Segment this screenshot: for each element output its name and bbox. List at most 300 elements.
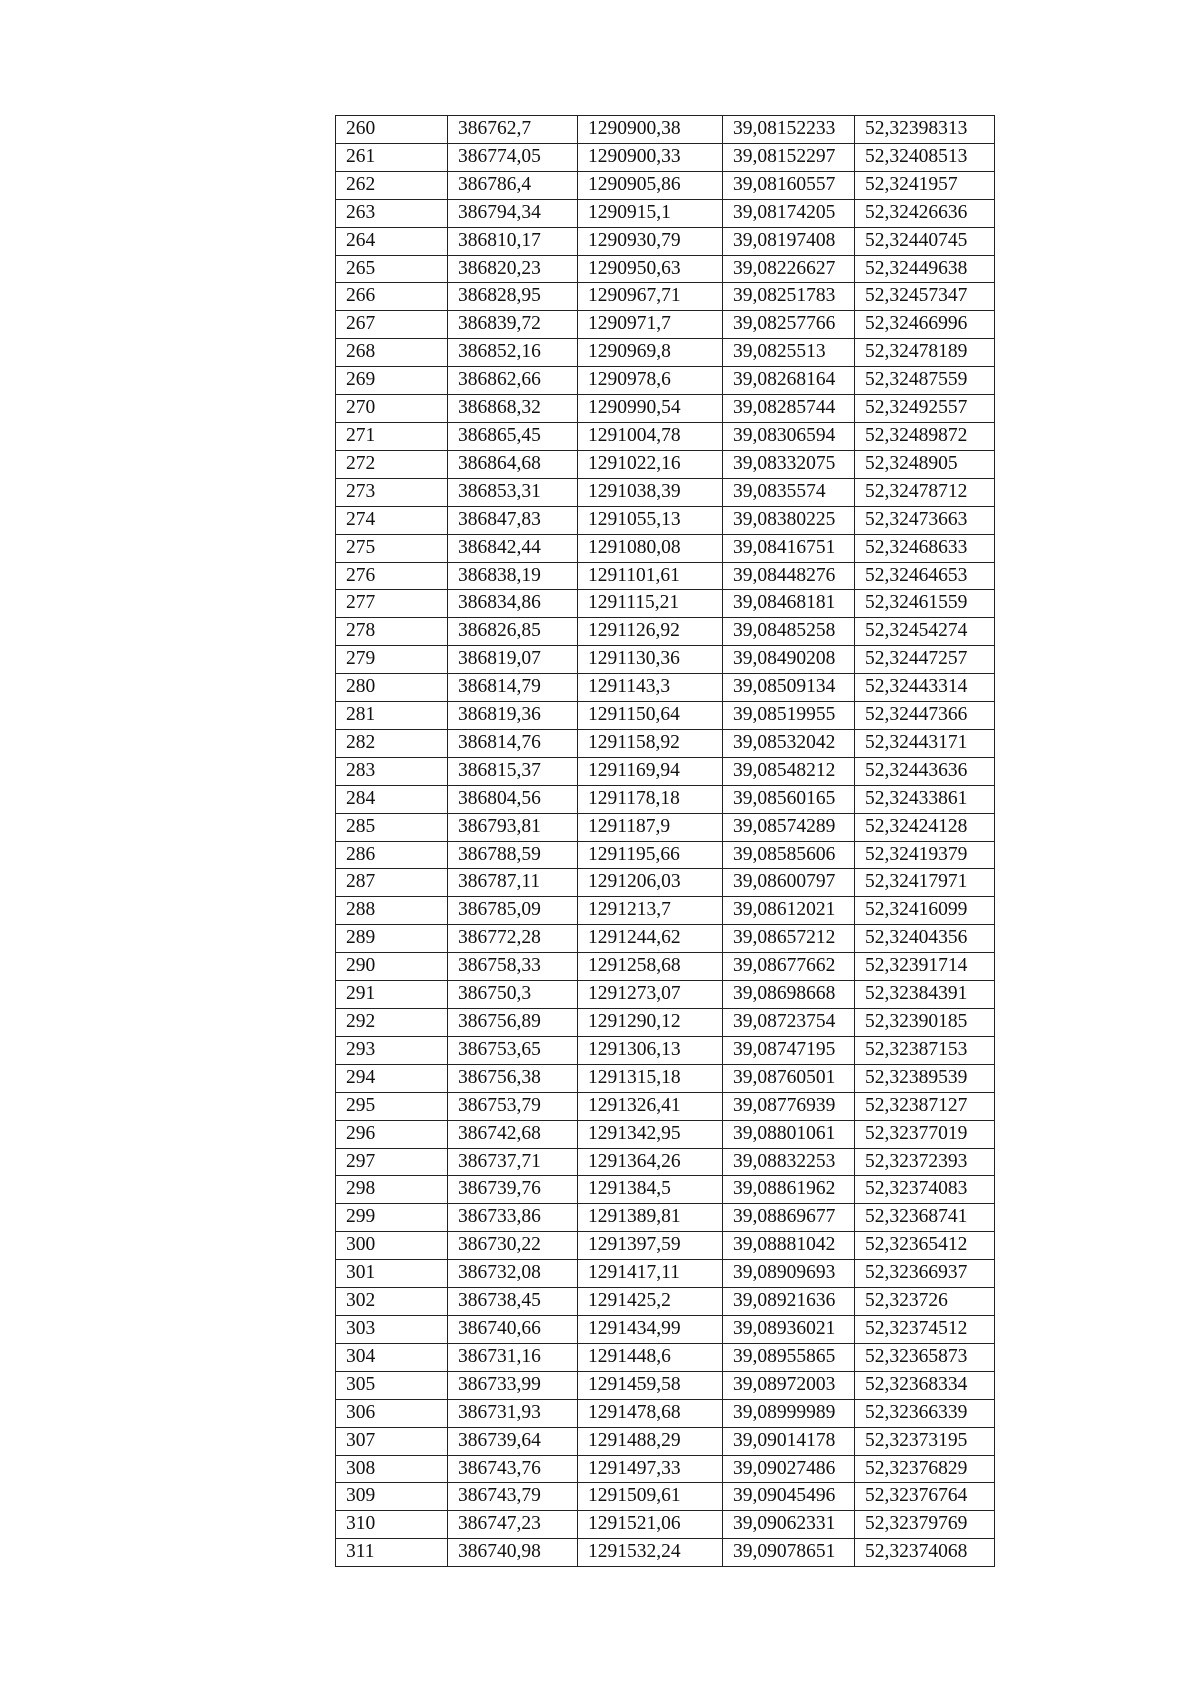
table-row [336,1288,995,1316]
longitude-cell: 39,09062331 [723,1511,855,1539]
longitude-cell: 39,08174205 [723,199,855,227]
longitude-cell: 39,08490208 [723,646,855,674]
latitude-cell: 52,32447366 [855,702,995,730]
table-row [336,562,995,590]
longitude-cell: 39,08574289 [723,813,855,841]
longitude-cell: 39,08747195 [723,1036,855,1064]
y-coordinate-cell: 1291101,61 [578,562,723,590]
longitude-cell: 39,08226627 [723,255,855,283]
x-coordinate-cell: 386787,11 [448,869,578,897]
x-coordinate-cell: 386738,45 [448,1288,578,1316]
point-number-cell: 281 [336,702,448,730]
point-number-cell: 311 [336,1539,448,1567]
point-number-cell: 292 [336,1009,448,1037]
x-coordinate-cell: 386753,65 [448,1036,578,1064]
longitude-cell: 39,08612021 [723,897,855,925]
longitude-cell: 39,08197408 [723,227,855,255]
y-coordinate-cell: 1290900,38 [578,116,723,144]
table-row [336,227,995,255]
table-row [336,1009,995,1037]
table-row [336,1036,995,1064]
table-row [336,1483,995,1511]
table-row [336,255,995,283]
point-number-cell: 298 [336,1176,448,1204]
longitude-cell: 39,08532042 [723,729,855,757]
table-row [336,1092,995,1120]
point-number-cell: 295 [336,1092,448,1120]
y-coordinate-cell: 1290978,6 [578,367,723,395]
y-coordinate-cell: 1291244,62 [578,925,723,953]
latitude-cell: 52,3241957 [855,171,995,199]
longitude-cell: 39,08585606 [723,841,855,869]
latitude-cell: 52,32368741 [855,1204,995,1232]
point-number-cell: 282 [336,729,448,757]
table-row [336,339,995,367]
y-coordinate-cell: 1291509,61 [578,1483,723,1511]
latitude-cell: 52,32447257 [855,646,995,674]
table-row [336,199,995,227]
y-coordinate-cell: 1291195,66 [578,841,723,869]
y-coordinate-cell: 1291397,59 [578,1232,723,1260]
longitude-cell: 39,08468181 [723,590,855,618]
latitude-cell: 52,32376764 [855,1483,995,1511]
table-row [336,1315,995,1343]
longitude-cell: 39,08760501 [723,1064,855,1092]
latitude-cell: 52,32387153 [855,1036,995,1064]
x-coordinate-cell: 386756,38 [448,1064,578,1092]
table-row [336,478,995,506]
longitude-cell: 39,08801061 [723,1120,855,1148]
y-coordinate-cell: 1291459,58 [578,1371,723,1399]
latitude-cell: 52,32376829 [855,1455,995,1483]
x-coordinate-cell: 386740,66 [448,1315,578,1343]
latitude-cell: 52,3248905 [855,450,995,478]
x-coordinate-cell: 386739,76 [448,1176,578,1204]
point-number-cell: 289 [336,925,448,953]
y-coordinate-cell: 1291273,07 [578,981,723,1009]
x-coordinate-cell: 386847,83 [448,506,578,534]
longitude-cell: 39,08955865 [723,1343,855,1371]
y-coordinate-cell: 1291158,92 [578,729,723,757]
point-number-cell: 266 [336,283,448,311]
y-coordinate-cell: 1290969,8 [578,339,723,367]
x-coordinate-cell: 386853,31 [448,478,578,506]
point-number-cell: 294 [336,1064,448,1092]
table-row [336,171,995,199]
point-number-cell: 273 [336,478,448,506]
x-coordinate-cell: 386785,09 [448,897,578,925]
longitude-cell: 39,09014178 [723,1427,855,1455]
longitude-cell: 39,08909693 [723,1260,855,1288]
table-row [336,311,995,339]
table-row [336,1204,995,1232]
y-coordinate-cell: 1291150,64 [578,702,723,730]
point-number-cell: 276 [336,562,448,590]
longitude-cell: 39,0835574 [723,478,855,506]
latitude-cell: 52,32373195 [855,1427,995,1455]
x-coordinate-cell: 386731,16 [448,1343,578,1371]
coordinates-table-body [336,116,995,1567]
table-row [336,1120,995,1148]
latitude-cell: 52,32466996 [855,311,995,339]
y-coordinate-cell: 1291521,06 [578,1511,723,1539]
coordinates-table [335,115,995,1567]
y-coordinate-cell: 1290967,71 [578,283,723,311]
x-coordinate-cell: 386731,93 [448,1399,578,1427]
x-coordinate-cell: 386820,23 [448,255,578,283]
table-row [336,1539,995,1567]
point-number-cell: 308 [336,1455,448,1483]
y-coordinate-cell: 1291417,11 [578,1260,723,1288]
table-row [336,981,995,1009]
latitude-cell: 52,32487559 [855,367,995,395]
point-number-cell: 283 [336,757,448,785]
y-coordinate-cell: 1291315,18 [578,1064,723,1092]
point-number-cell: 274 [336,506,448,534]
latitude-cell: 52,32365412 [855,1232,995,1260]
latitude-cell: 52,32384391 [855,981,995,1009]
longitude-cell: 39,08268164 [723,367,855,395]
y-coordinate-cell: 1290900,33 [578,143,723,171]
y-coordinate-cell: 1291115,21 [578,590,723,618]
y-coordinate-cell: 1291022,16 [578,450,723,478]
x-coordinate-cell: 386739,64 [448,1427,578,1455]
longitude-cell: 39,08448276 [723,562,855,590]
x-coordinate-cell: 386737,71 [448,1148,578,1176]
y-coordinate-cell: 1291004,78 [578,422,723,450]
x-coordinate-cell: 386865,45 [448,422,578,450]
point-number-cell: 293 [336,1036,448,1064]
x-coordinate-cell: 386740,98 [448,1539,578,1567]
table-row [336,757,995,785]
x-coordinate-cell: 386794,34 [448,199,578,227]
x-coordinate-cell: 386793,81 [448,813,578,841]
latitude-cell: 52,323726 [855,1288,995,1316]
point-number-cell: 304 [336,1343,448,1371]
x-coordinate-cell: 386815,37 [448,757,578,785]
point-number-cell: 272 [336,450,448,478]
y-coordinate-cell: 1291326,41 [578,1092,723,1120]
point-number-cell: 309 [336,1483,448,1511]
table-row [336,813,995,841]
point-number-cell: 303 [336,1315,448,1343]
point-number-cell: 287 [336,869,448,897]
latitude-cell: 52,32398313 [855,116,995,144]
table-row [336,283,995,311]
table-row [336,590,995,618]
x-coordinate-cell: 386742,68 [448,1120,578,1148]
x-coordinate-cell: 386747,23 [448,1511,578,1539]
table-row [336,869,995,897]
x-coordinate-cell: 386834,86 [448,590,578,618]
y-coordinate-cell: 1290950,63 [578,255,723,283]
longitude-cell: 39,08723754 [723,1009,855,1037]
longitude-cell: 39,0825513 [723,339,855,367]
x-coordinate-cell: 386753,79 [448,1092,578,1120]
x-coordinate-cell: 386838,19 [448,562,578,590]
point-number-cell: 280 [336,674,448,702]
longitude-cell: 39,08999989 [723,1399,855,1427]
x-coordinate-cell: 386819,07 [448,646,578,674]
point-number-cell: 310 [336,1511,448,1539]
latitude-cell: 52,32379769 [855,1511,995,1539]
y-coordinate-cell: 1291364,26 [578,1148,723,1176]
y-coordinate-cell: 1291342,95 [578,1120,723,1148]
point-number-cell: 307 [336,1427,448,1455]
point-number-cell: 291 [336,981,448,1009]
latitude-cell: 52,32457347 [855,283,995,311]
y-coordinate-cell: 1290990,54 [578,395,723,423]
point-number-cell: 267 [336,311,448,339]
x-coordinate-cell: 386786,4 [448,171,578,199]
y-coordinate-cell: 1290905,86 [578,171,723,199]
table-row [336,646,995,674]
x-coordinate-cell: 386730,22 [448,1232,578,1260]
x-coordinate-cell: 386804,56 [448,785,578,813]
point-number-cell: 261 [336,143,448,171]
longitude-cell: 39,08776939 [723,1092,855,1120]
latitude-cell: 52,32426636 [855,199,995,227]
y-coordinate-cell: 1291306,13 [578,1036,723,1064]
table-row [336,841,995,869]
longitude-cell: 39,08936021 [723,1315,855,1343]
y-coordinate-cell: 1291169,94 [578,757,723,785]
x-coordinate-cell: 386743,79 [448,1483,578,1511]
latitude-cell: 52,32408513 [855,143,995,171]
longitude-cell: 39,08332075 [723,450,855,478]
point-number-cell: 271 [336,422,448,450]
latitude-cell: 52,32468633 [855,534,995,562]
y-coordinate-cell: 1291206,03 [578,869,723,897]
latitude-cell: 52,32443636 [855,757,995,785]
y-coordinate-cell: 1291055,13 [578,506,723,534]
latitude-cell: 52,32366339 [855,1399,995,1427]
table-row [336,729,995,757]
x-coordinate-cell: 386762,7 [448,116,578,144]
longitude-cell: 39,08677662 [723,953,855,981]
y-coordinate-cell: 1291434,99 [578,1315,723,1343]
point-number-cell: 275 [336,534,448,562]
point-number-cell: 270 [336,395,448,423]
point-number-cell: 297 [336,1148,448,1176]
x-coordinate-cell: 386732,08 [448,1260,578,1288]
table-row [336,422,995,450]
longitude-cell: 39,08509134 [723,674,855,702]
latitude-cell: 52,32473663 [855,506,995,534]
x-coordinate-cell: 386862,66 [448,367,578,395]
longitude-cell: 39,08152297 [723,143,855,171]
longitude-cell: 39,09027486 [723,1455,855,1483]
table-row [336,1232,995,1260]
latitude-cell: 52,32374068 [855,1539,995,1567]
longitude-cell: 39,08152233 [723,116,855,144]
y-coordinate-cell: 1291130,36 [578,646,723,674]
y-coordinate-cell: 1291448,6 [578,1343,723,1371]
x-coordinate-cell: 386743,76 [448,1455,578,1483]
point-number-cell: 262 [336,171,448,199]
latitude-cell: 52,32454274 [855,618,995,646]
latitude-cell: 52,32416099 [855,897,995,925]
point-number-cell: 300 [336,1232,448,1260]
latitude-cell: 52,32365873 [855,1343,995,1371]
latitude-cell: 52,32424128 [855,813,995,841]
x-coordinate-cell: 386839,72 [448,311,578,339]
latitude-cell: 52,32404356 [855,925,995,953]
longitude-cell: 39,08832253 [723,1148,855,1176]
latitude-cell: 52,32387127 [855,1092,995,1120]
latitude-cell: 52,32372393 [855,1148,995,1176]
point-number-cell: 301 [336,1260,448,1288]
longitude-cell: 39,08485258 [723,618,855,646]
point-number-cell: 277 [336,590,448,618]
point-number-cell: 264 [336,227,448,255]
table-row [336,618,995,646]
x-coordinate-cell: 386842,44 [448,534,578,562]
latitude-cell: 52,32389539 [855,1064,995,1092]
point-number-cell: 279 [336,646,448,674]
point-number-cell: 286 [336,841,448,869]
y-coordinate-cell: 1291038,39 [578,478,723,506]
y-coordinate-cell: 1291478,68 [578,1399,723,1427]
table-row [336,1399,995,1427]
point-number-cell: 263 [336,199,448,227]
table-row [336,1343,995,1371]
table-row [336,1260,995,1288]
table-row [336,116,995,144]
longitude-cell: 39,08698668 [723,981,855,1009]
y-coordinate-cell: 1291143,3 [578,674,723,702]
longitude-cell: 39,08548212 [723,757,855,785]
latitude-cell: 52,32368334 [855,1371,995,1399]
point-number-cell: 299 [336,1204,448,1232]
latitude-cell: 52,32433861 [855,785,995,813]
latitude-cell: 52,32419379 [855,841,995,869]
y-coordinate-cell: 1291425,2 [578,1288,723,1316]
y-coordinate-cell: 1290971,7 [578,311,723,339]
point-number-cell: 306 [336,1399,448,1427]
table-row [336,1427,995,1455]
latitude-cell: 52,32391714 [855,953,995,981]
table-row [336,1511,995,1539]
y-coordinate-cell: 1290930,79 [578,227,723,255]
point-number-cell: 290 [336,953,448,981]
point-number-cell: 269 [336,367,448,395]
latitude-cell: 52,32478189 [855,339,995,367]
y-coordinate-cell: 1291532,24 [578,1539,723,1567]
x-coordinate-cell: 386852,16 [448,339,578,367]
table-row [336,506,995,534]
longitude-cell: 39,08861962 [723,1176,855,1204]
longitude-cell: 39,08251783 [723,283,855,311]
y-coordinate-cell: 1291389,81 [578,1204,723,1232]
longitude-cell: 39,08972003 [723,1371,855,1399]
table-row [336,395,995,423]
table-row [336,1176,995,1204]
point-number-cell: 278 [336,618,448,646]
table-row [336,1371,995,1399]
point-number-cell: 302 [336,1288,448,1316]
y-coordinate-cell: 1291080,08 [578,534,723,562]
latitude-cell: 52,32390185 [855,1009,995,1037]
longitude-cell: 39,08657212 [723,925,855,953]
y-coordinate-cell: 1290915,1 [578,199,723,227]
latitude-cell: 52,32478712 [855,478,995,506]
longitude-cell: 39,08160557 [723,171,855,199]
latitude-cell: 52,32377019 [855,1120,995,1148]
y-coordinate-cell: 1291384,5 [578,1176,723,1204]
latitude-cell: 52,32443171 [855,729,995,757]
x-coordinate-cell: 386750,3 [448,981,578,1009]
latitude-cell: 52,32417971 [855,869,995,897]
table-row [336,674,995,702]
x-coordinate-cell: 386756,89 [448,1009,578,1037]
x-coordinate-cell: 386758,33 [448,953,578,981]
longitude-cell: 39,08380225 [723,506,855,534]
longitude-cell: 39,08519955 [723,702,855,730]
table-row [336,897,995,925]
table-row [336,1064,995,1092]
latitude-cell: 52,32461559 [855,590,995,618]
latitude-cell: 52,32492557 [855,395,995,423]
table-row [336,925,995,953]
table-row [336,702,995,730]
x-coordinate-cell: 386814,76 [448,729,578,757]
y-coordinate-cell: 1291497,33 [578,1455,723,1483]
latitude-cell: 52,32449638 [855,255,995,283]
point-number-cell: 284 [336,785,448,813]
table-row [336,1455,995,1483]
x-coordinate-cell: 386826,85 [448,618,578,646]
table-row [336,450,995,478]
table-row [336,534,995,562]
y-coordinate-cell: 1291290,12 [578,1009,723,1037]
y-coordinate-cell: 1291488,29 [578,1427,723,1455]
y-coordinate-cell: 1291187,9 [578,813,723,841]
longitude-cell: 39,09078651 [723,1539,855,1567]
longitude-cell: 39,08257766 [723,311,855,339]
table-row [336,953,995,981]
longitude-cell: 39,08921636 [723,1288,855,1316]
latitude-cell: 52,32374083 [855,1176,995,1204]
table-row [336,143,995,171]
y-coordinate-cell: 1291178,18 [578,785,723,813]
longitude-cell: 39,08560165 [723,785,855,813]
point-number-cell: 305 [336,1371,448,1399]
latitude-cell: 52,32489872 [855,422,995,450]
table-row [336,367,995,395]
x-coordinate-cell: 386828,95 [448,283,578,311]
y-coordinate-cell: 1291126,92 [578,618,723,646]
latitude-cell: 52,32464653 [855,562,995,590]
x-coordinate-cell: 386868,32 [448,395,578,423]
point-number-cell: 265 [336,255,448,283]
x-coordinate-cell: 386819,36 [448,702,578,730]
x-coordinate-cell: 386774,05 [448,143,578,171]
longitude-cell: 39,08416751 [723,534,855,562]
x-coordinate-cell: 386864,68 [448,450,578,478]
latitude-cell: 52,32443314 [855,674,995,702]
longitude-cell: 39,08285744 [723,395,855,423]
point-number-cell: 285 [336,813,448,841]
table-row [336,785,995,813]
y-coordinate-cell: 1291213,7 [578,897,723,925]
table-row [336,1148,995,1176]
latitude-cell: 52,32366937 [855,1260,995,1288]
longitude-cell: 39,08881042 [723,1232,855,1260]
y-coordinate-cell: 1291258,68 [578,953,723,981]
point-number-cell: 288 [336,897,448,925]
longitude-cell: 39,08306594 [723,422,855,450]
